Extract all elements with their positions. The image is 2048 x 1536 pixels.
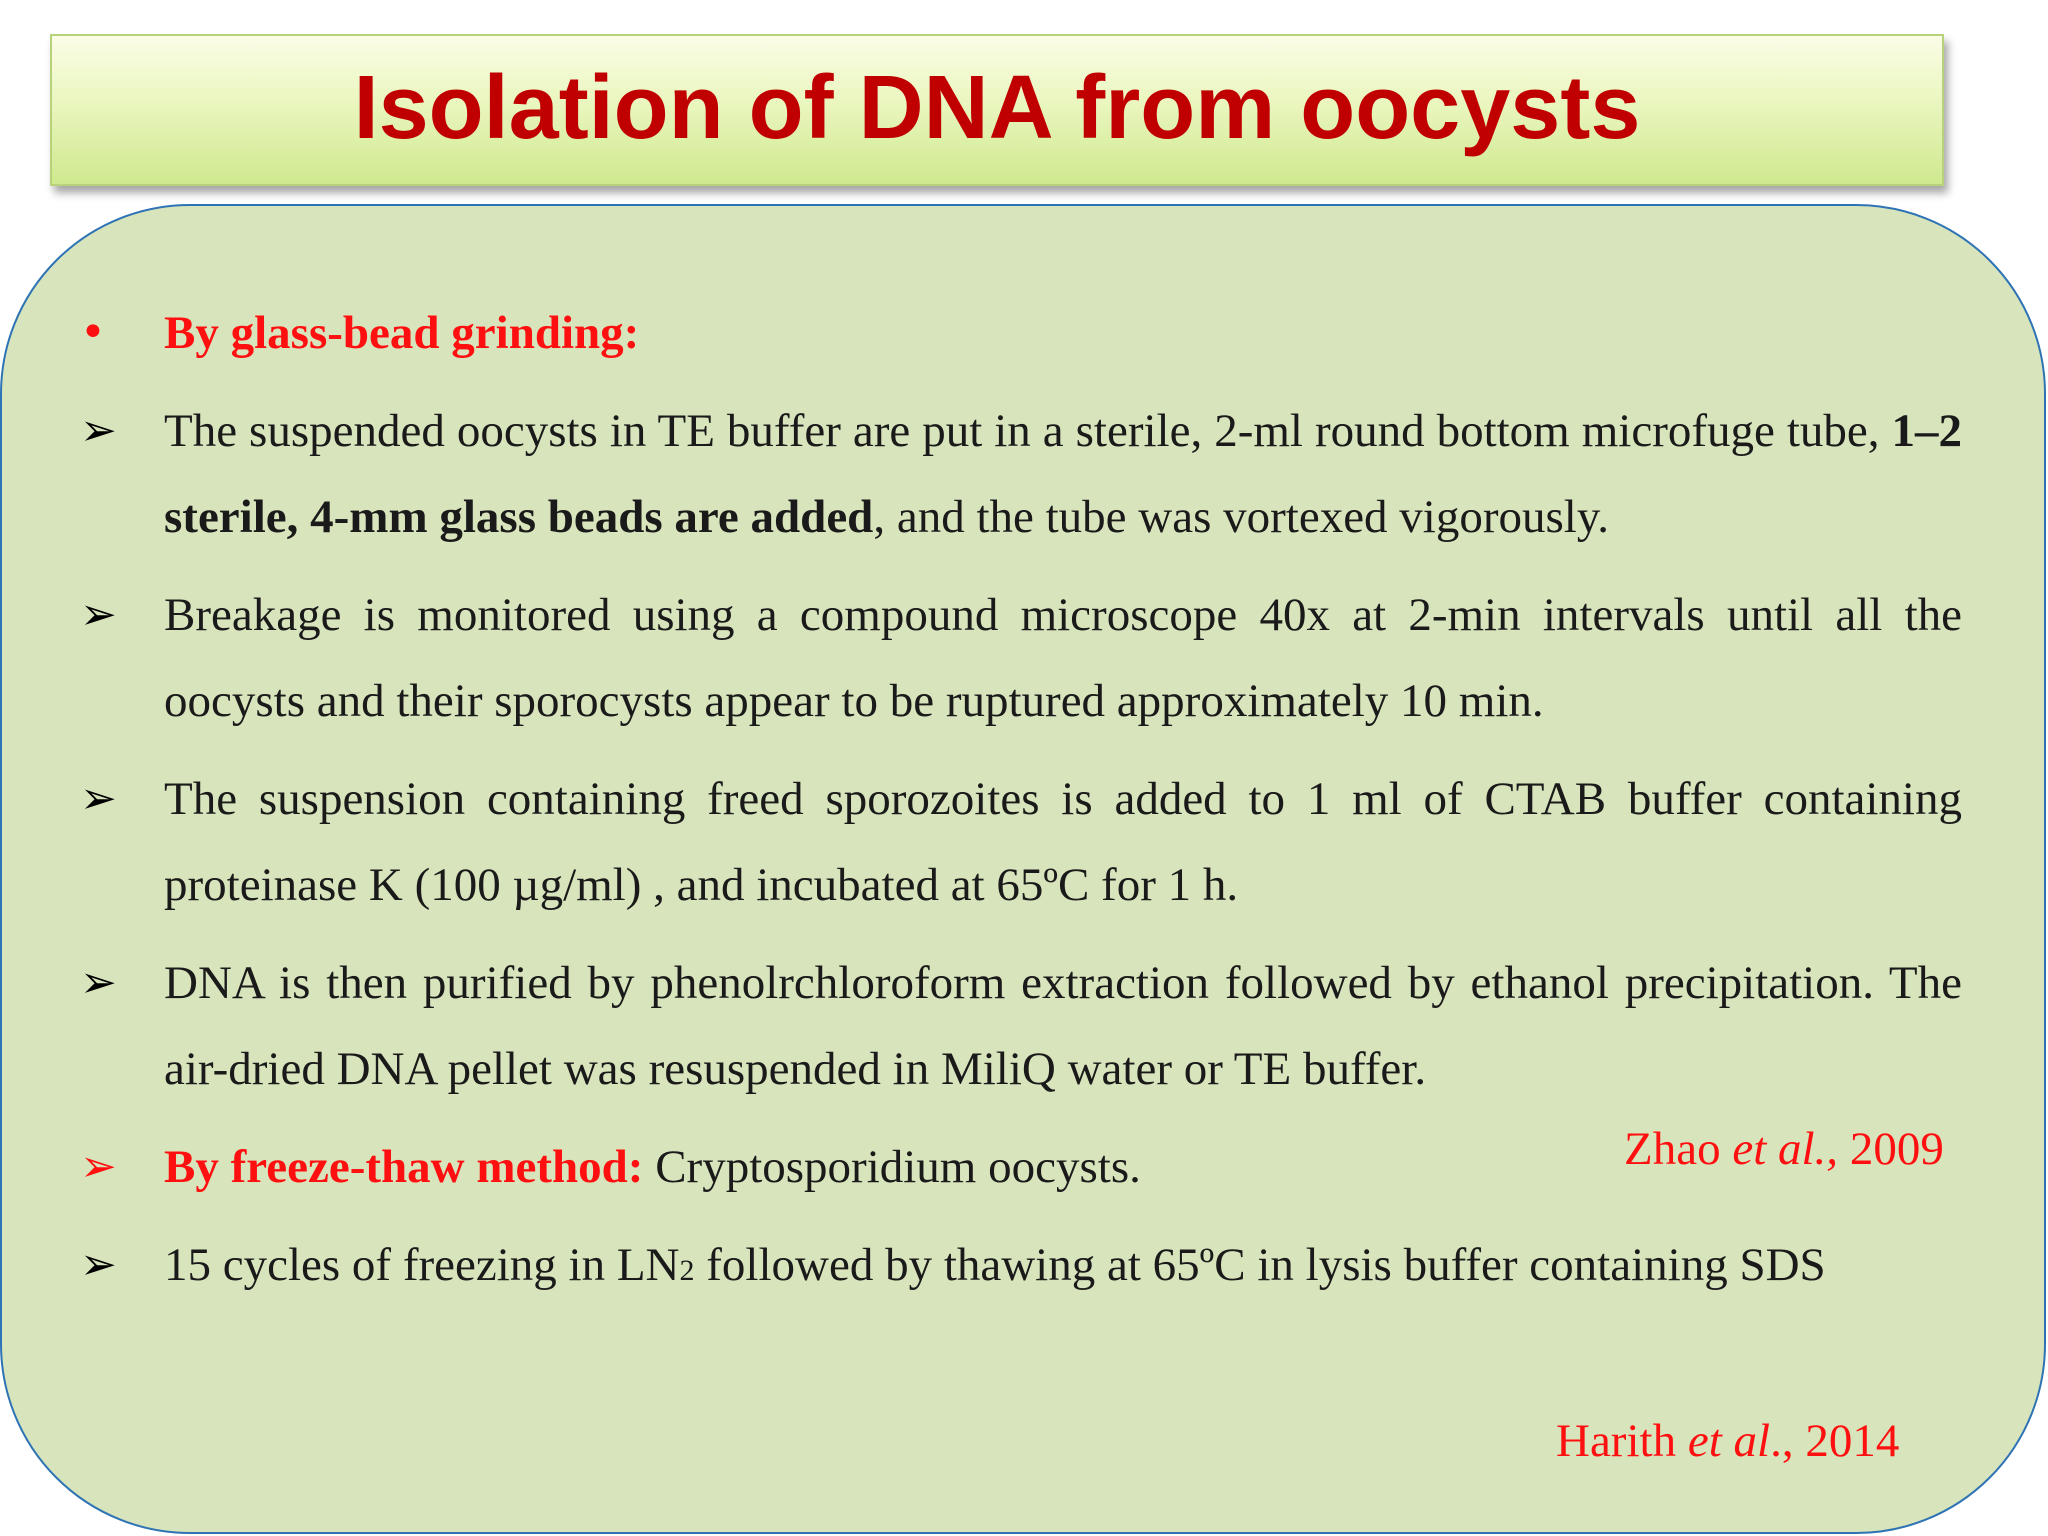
list-item — [80, 388, 1962, 560]
item-text-bold: 1–2 sterile, 4-mm glass beads are added — [164, 405, 1962, 543]
item-text-part: 15 cycles of freezing in LN — [164, 1239, 680, 1291]
arrow-bullet-icon: ➢ — [80, 1239, 117, 1290]
citation-zhao — [1624, 1122, 1944, 1176]
citation-year: 2009 — [1838, 1123, 1944, 1175]
citation-harith — [1556, 1414, 1899, 1468]
bullet-dot-icon: • — [80, 307, 106, 358]
citation-author: Zhao — [1624, 1123, 1733, 1175]
citation-etal: et al., — [1732, 1123, 1839, 1175]
item-text: The suspension containing freed sporozoites is added to 1 ml of CTAB buffer containing proteinase K (100 µg/ml) , and incubated at 65ºC for 1 h. — [164, 773, 1962, 911]
list-item — [80, 1222, 1962, 1314]
arrow-bullet-icon: ➢ — [80, 957, 117, 1008]
list-item — [80, 940, 1962, 1112]
heading-text: By freeze-thaw method: — [164, 1141, 644, 1193]
subscript-text: 2 — [679, 1254, 695, 1287]
citation-etal: et al — [1687, 1415, 1771, 1467]
item-text: DNA is then purified by phenolrchloroform extraction followed by ethanol precipitation. The air-dried DNA pellet was resuspended in MiliQ water or TE buffer. — [164, 957, 1962, 1095]
list-item — [80, 756, 1962, 928]
arrow-bullet-icon: ➢ — [80, 1141, 117, 1192]
item-text-part: , and the tube was vortexed vigorously. — [873, 491, 1610, 543]
arrow-bullet-icon: ➢ — [80, 589, 117, 640]
title-banner — [50, 34, 1944, 186]
item-text-part: followed by thawing at 65ºC in lysis buffer containing SDS — [694, 1239, 1826, 1291]
heading-text: By glass-bead grinding: — [164, 307, 640, 359]
item-text-part: Cryptosporidium oocysts. — [643, 1141, 1141, 1193]
list-item — [80, 572, 1962, 744]
item-text-part: The suspended oocysts in TE buffer are put in a sterile, 2-ml round bottom microfuge tube, — [164, 405, 1892, 457]
item-text — [164, 388, 1962, 560]
citation-author: Harith — [1556, 1415, 1688, 1467]
citation-year: ., 2014 — [1770, 1415, 1900, 1467]
slide-title: Isolation of DNA from oocysts — [353, 57, 1641, 158]
arrow-bullet-icon: ➢ — [80, 773, 117, 824]
section-heading-glass-bead — [80, 290, 1962, 376]
item-text: Breakage is monitored using a compound microscope 40x at 2-min intervals until all the oocysts and their sporocysts appear to be ruptured approximately 10 min. — [164, 589, 1962, 727]
item-text — [164, 1222, 1962, 1314]
arrow-bullet-icon: ➢ — [80, 405, 117, 456]
